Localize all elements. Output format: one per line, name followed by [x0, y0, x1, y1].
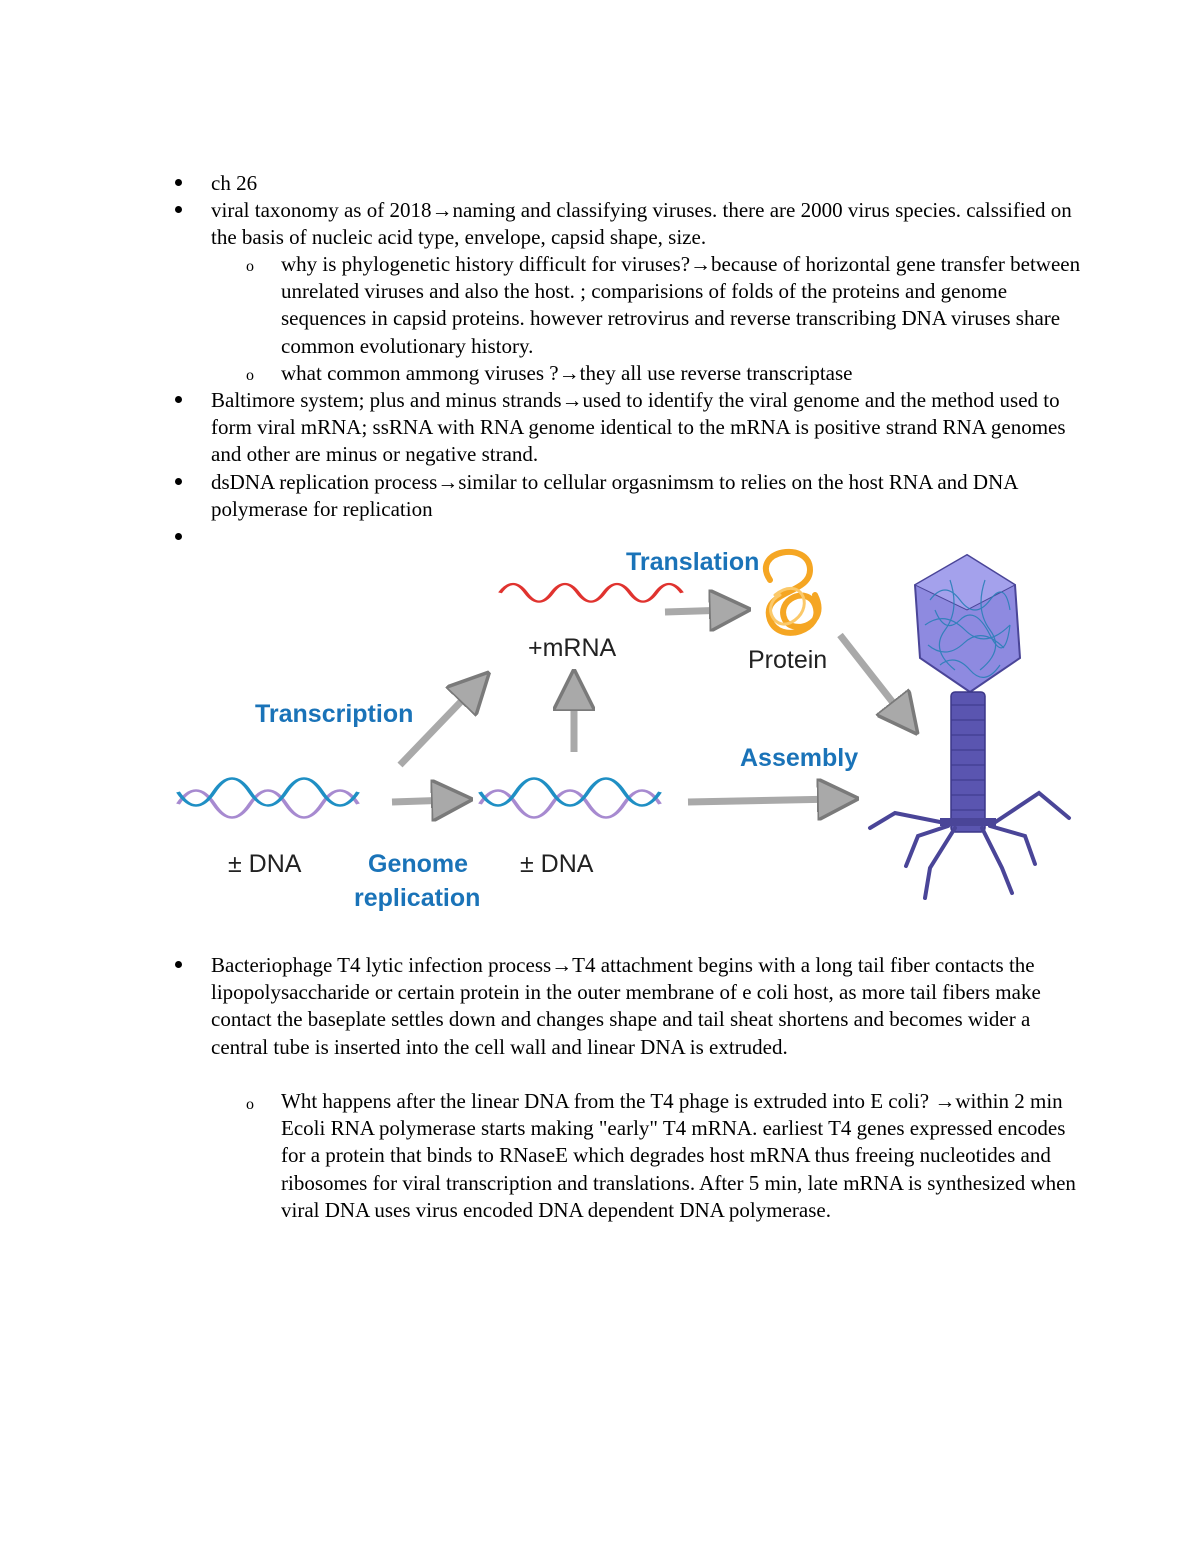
bullet-dot	[175, 396, 182, 403]
sub-bullet-marker: o	[246, 367, 254, 384]
bullet-text: dsDNA replication process→similar to cellular orgasnimsm to relies on the host RNA and DNA polymerase for replication	[211, 470, 1018, 522]
label-protein: Protein	[748, 646, 828, 674]
sub-bullet-text: what common ammong viruses ?→they all use reverse transcriptase	[281, 361, 853, 385]
label-replication: replication	[354, 884, 481, 912]
label-transcription: Transcription	[255, 700, 414, 728]
bullet-dot	[175, 533, 182, 540]
bullet-dot	[175, 179, 182, 186]
arrow-protein-to-phage	[840, 635, 905, 718]
mrna-strand	[500, 584, 682, 602]
bullet-text: Bacteriophage T4 lytic infection process→T4 attachment begins with a long tail fiber contacts the lipopolysaccharide or certain protein in the outer membrane of e coli host, as more tail fibers make contact the baseplate settles down and changes shape and tail sheat shortens and becomes wider a central tube is inserted into the cell wall and linear DNA is extruded.	[211, 953, 1041, 1059]
viral-replication-diagram	[170, 540, 1100, 920]
sub-bullet-text: Wht happens after the linear DNA from the T4 phage is extruded into E coli? →within 2 min Ecoli RNA polymerase starts making "early" T4 mRNA. earliest T4 genes expressed encodes for a protein that binds to RNaseE which degrades host mRNA thus freeing nucleotides and ribosomes for viral transcription and translations. After 5 min, late mRNA is synthesized when viral DNA uses virus encoded DNA dependent DNA polymerase.	[281, 1089, 1076, 1222]
bullet-text: viral taxonomy as of 2018→naming and classifying viruses. there are 2000 virus species. calssified on the basis of nucleic acid type, envelope, capsid shape, size.	[211, 198, 1072, 250]
label-dna-right: ± DNA	[520, 850, 594, 878]
bullet-dot	[175, 961, 182, 968]
label-assembly: Assembly	[740, 744, 859, 772]
arrow-assembly	[688, 799, 838, 802]
bullet-dot	[175, 206, 182, 213]
label-dna-left: ± DNA	[228, 850, 302, 878]
bullet-dot	[175, 478, 182, 485]
bullet-text: ch 26	[211, 171, 258, 195]
bacteriophage-icon	[870, 555, 1069, 898]
label-translation: Translation	[626, 548, 760, 576]
bullet-text: Baltimore system; plus and minus strands→used to identify the viral genome and the method used to form viral mRNA; ssRNA with RNA genome identical to the mRNA is positive strand RNA genomes and other are minus or negative strand.	[211, 388, 1066, 467]
sub-bullet-marker: o	[246, 258, 254, 275]
dna-helix-left	[178, 779, 358, 818]
sub-bullet-marker: o	[246, 1096, 254, 1113]
protein-icon	[766, 552, 819, 633]
arrow-mrna-to-protein	[665, 610, 730, 612]
arrow-genome-replication	[392, 800, 452, 802]
label-genome: Genome	[368, 850, 469, 878]
dna-helix-right	[480, 779, 660, 818]
sub-bullet-text: why is phylogenetic history difficult for viruses?→because of horizontal gene transfer between unrelated viruses and also the host. ; comparisions of folds of the proteins and genome sequences in capsid proteins. however retrovirus and reverse transcribing DNA viruses share common evolutionary history.	[281, 252, 1081, 358]
label-mrna: +mRNA	[528, 634, 617, 662]
